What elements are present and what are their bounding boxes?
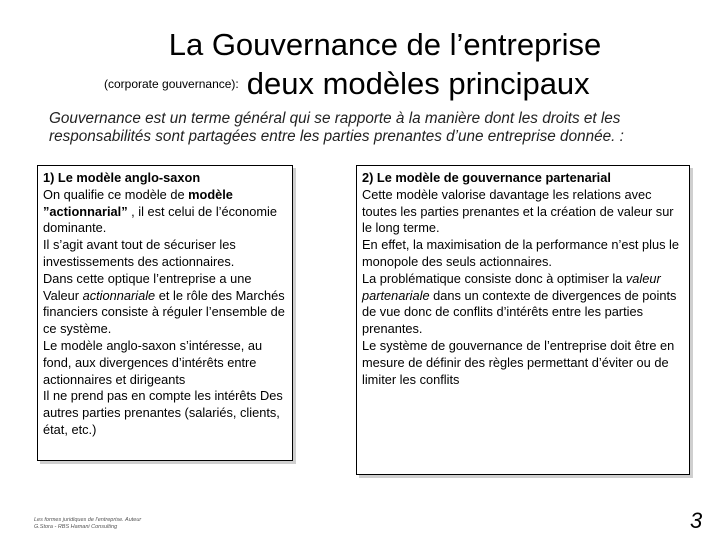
box1-paragraph: Il s’agit avant tout de sécuriser les investissements des actionnaires.	[43, 237, 236, 269]
anglo-saxon-model-box	[37, 165, 293, 461]
footer-credit: Les formes juridiques de l'entreprise. Auteur G.Stora - RBS Hamani Consulting	[34, 517, 142, 530]
slide-subtitle	[104, 66, 590, 102]
box1-paragraph: Le modèle anglo-saxon s’intéresse, au fond, aux divergences d’intérêts entre actionnaires et dirigeants	[43, 337, 263, 387]
page-number: 3	[690, 508, 703, 533]
box1-heading: 1) Le modèle anglo-saxon	[43, 170, 201, 185]
box2-paragraph: Cette modèle valorise davantage les relations avec toutes les parties prenantes et la création de valeur sur le long terme.	[362, 186, 674, 236]
subtitle-note: (corporate gouvernance):	[104, 77, 239, 91]
subtitle-main: deux modèles principaux	[246, 66, 590, 101]
box1-emphasis: modèle ”actionnarial”	[43, 186, 233, 219]
box2-paragraph: En effet, la maximisation de la performance n’est plus le monopole des seuls actionnaires.	[362, 237, 680, 269]
box2-paragraph: La problématique consiste donc à optimiser la valeur partenariale dans un contexte de divergences de points de vue donc de conflits d’intérêts entre les parties prenantes.	[362, 270, 677, 337]
slide-title: La Gouvernance de l’entreprise	[168, 27, 602, 62]
box1-paragraph: Il ne prend pas en compte les intérêts Des autres parties prenantes (salariés, clients, état, etc.)	[43, 388, 283, 437]
box1-definition: On qualifie ce modèle de modèle ”actionnarial” , il est celui de l’économie dominante.	[43, 186, 277, 236]
box2-italic: valeur partenariale	[362, 270, 661, 303]
box2-heading: 2) Le modèle de gouvernance partenarial	[362, 170, 611, 185]
box1-italic: actionnariale	[82, 287, 156, 303]
partenarial-model-box	[356, 165, 690, 475]
box2-paragraph: Le système de gouvernance de l’entreprise doit être en mesure de définir des règles permettant d’éviter ou de limiter les conflits	[362, 337, 675, 387]
box1-paragraph: Dans cette optique l’entreprise a une Valeur actionnariale et le rôle des Marchés financiers consiste à réguler l’ensemble de ce système.	[43, 270, 285, 337]
intro-text: Gouvernance est un terme général qui se rapporte à la manière dont les droits et les responsabilités sont partagées entre les parties prenantes d’une entreprise donnée. :	[49, 110, 624, 145]
